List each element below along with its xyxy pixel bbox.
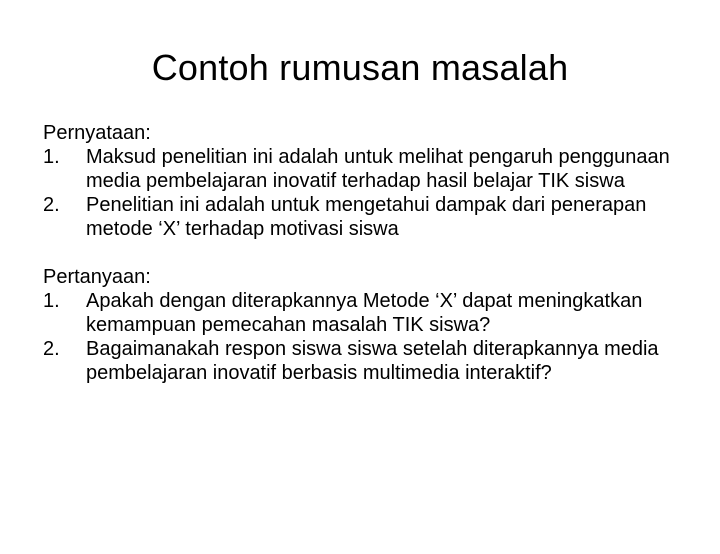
list-number: 1. bbox=[43, 290, 60, 312]
statement-section bbox=[43, 121, 683, 241]
list-item-text: Maksud penelitian ini adalah untuk melihat pengaruh penggunaan media pembelajaran inovatif terhadap hasil belajar TIK siswa bbox=[86, 146, 670, 192]
question-item-1 bbox=[43, 289, 683, 337]
list-item-text: Bagaimanakah respon siswa siswa setelah diterapkannya media pembelajaran inovatif berbasis multimedia interaktif? bbox=[86, 338, 659, 384]
question-item-2 bbox=[43, 337, 683, 385]
slide-content bbox=[43, 121, 683, 385]
statement-list bbox=[43, 145, 683, 241]
statement-item-2 bbox=[43, 193, 683, 241]
question-heading: Pertanyaan: bbox=[43, 266, 151, 288]
slide-title: Contoh rumusan masalah bbox=[151, 47, 569, 88]
question-section bbox=[43, 265, 683, 385]
statement-item-1 bbox=[43, 145, 683, 193]
section-gap bbox=[43, 241, 683, 265]
list-number: 1. bbox=[43, 146, 60, 168]
question-list bbox=[43, 289, 683, 385]
statement-heading: Pernyataan: bbox=[43, 122, 151, 144]
list-number: 2. bbox=[43, 194, 60, 216]
list-item-text: Apakah dengan diterapkannya Metode ‘X’ dapat meningkatkan kemampuan pemecahan masalah TIK siswa? bbox=[86, 290, 643, 336]
list-item-text: Penelitian ini adalah untuk mengetahui dampak dari penerapan metode ‘X’ terhadap motivasi siswa bbox=[86, 194, 647, 240]
list-number: 2. bbox=[43, 338, 60, 360]
